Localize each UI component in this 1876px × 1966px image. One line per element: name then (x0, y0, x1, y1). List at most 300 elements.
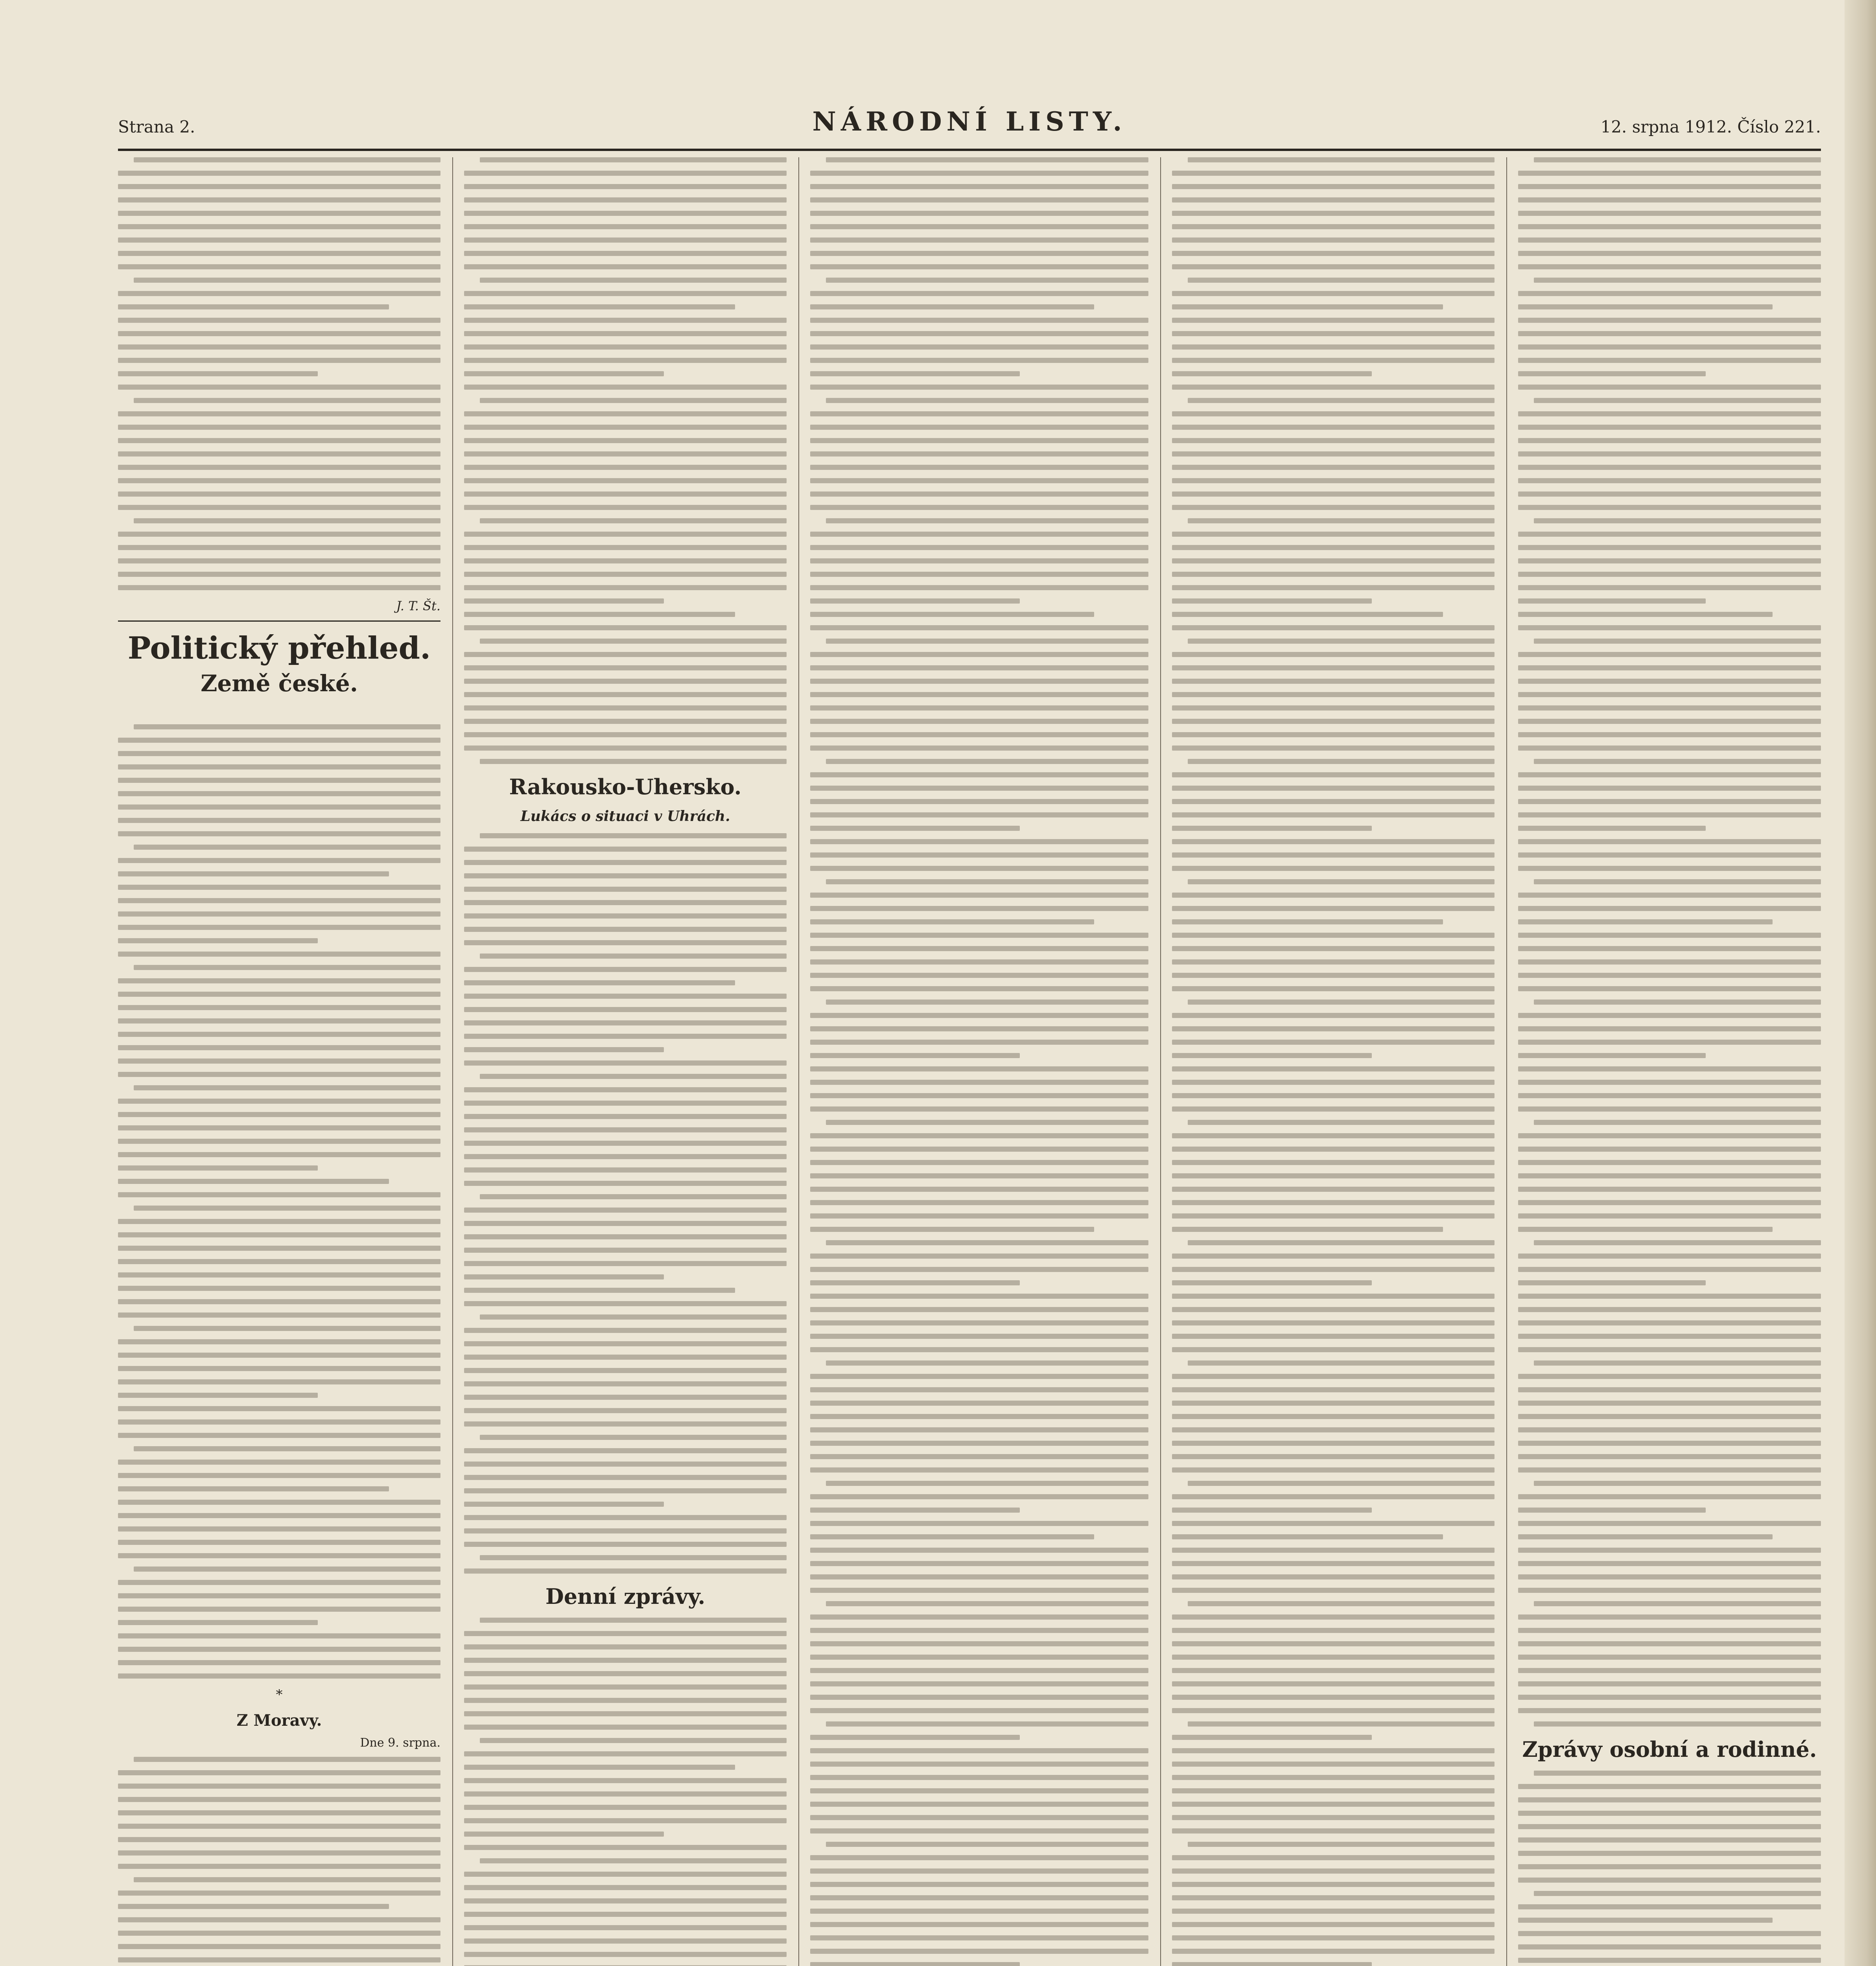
text-line (118, 1904, 389, 1909)
text-line (480, 1314, 787, 1320)
text-line (826, 1842, 1148, 1847)
text-line (464, 1221, 787, 1226)
text-line (134, 1206, 440, 1211)
text-line (118, 925, 440, 930)
text-line (1188, 1240, 1495, 1245)
text-line (1172, 385, 1495, 390)
text-line (810, 304, 1094, 309)
text-line (464, 1274, 664, 1279)
text-line (1518, 1918, 1773, 1923)
text-line (826, 1721, 1148, 1727)
text-line (464, 465, 787, 470)
text-line (810, 1294, 1148, 1299)
text-line (464, 1355, 787, 1360)
text-line (464, 1671, 787, 1676)
text-line (464, 545, 787, 550)
masthead-rule (118, 149, 1821, 151)
text-line (1518, 1668, 1821, 1673)
text-line (1518, 959, 1821, 965)
text-line (464, 1885, 787, 1890)
text-line (810, 211, 1148, 216)
text-line (1518, 1254, 1821, 1259)
text-line (1172, 1935, 1495, 1940)
text-line (118, 898, 440, 903)
text-line (1518, 1053, 1706, 1058)
text-line (118, 871, 389, 876)
text-line (1172, 505, 1495, 510)
text-line (464, 585, 787, 590)
text-line (1188, 879, 1495, 884)
text-line (1172, 1762, 1495, 1767)
text-line (1172, 746, 1495, 751)
text-line (464, 1234, 787, 1239)
text-line (1518, 411, 1821, 416)
text-line (1518, 1374, 1821, 1379)
text-line (1518, 866, 1821, 871)
text-line (1172, 572, 1495, 577)
text-line (118, 1957, 440, 1962)
text-line (118, 1299, 440, 1304)
text-line (118, 978, 440, 983)
text-line (118, 385, 440, 390)
text-line (464, 1462, 787, 1467)
text-line (464, 927, 787, 932)
text-line (1518, 1213, 1821, 1219)
text-line (464, 705, 787, 711)
text-line (810, 1227, 1094, 1232)
text-line (464, 291, 787, 296)
text-line (1172, 1508, 1372, 1513)
text-line (1172, 1200, 1495, 1205)
text-line (1518, 732, 1821, 737)
column-divider (1160, 157, 1161, 1966)
text-line (118, 1152, 440, 1157)
text-line (1172, 1748, 1495, 1753)
text-line (464, 1448, 787, 1453)
text-line (464, 197, 787, 202)
text-line (464, 1684, 787, 1690)
text-line (1534, 1601, 1821, 1606)
text-line (810, 224, 1148, 229)
text-line (118, 858, 440, 863)
text-line (1518, 906, 1821, 911)
text-line (826, 1240, 1148, 1245)
text-line (1518, 652, 1821, 657)
text-line (464, 1208, 787, 1213)
text-line (1172, 585, 1495, 590)
column-1-text-bottom (118, 1757, 440, 1966)
text-line (1518, 1280, 1706, 1285)
column-2-text-middle (464, 833, 787, 1574)
text-line (118, 1339, 440, 1344)
column-1 (118, 157, 440, 1966)
column-4-text (1172, 157, 1495, 1966)
text-line (1518, 545, 1821, 550)
text-line (1172, 1401, 1495, 1406)
text-line (1518, 304, 1773, 309)
text-line (464, 1644, 787, 1649)
text-line (1518, 1784, 1821, 1789)
text-line (1518, 478, 1821, 483)
text-line (118, 505, 440, 510)
text-line (1172, 1855, 1495, 1860)
text-line (810, 425, 1148, 430)
text-line (464, 264, 787, 269)
text-line (1172, 1227, 1443, 1232)
text-line (1172, 1681, 1495, 1686)
text-line (1518, 1944, 1821, 1949)
text-line (1534, 278, 1821, 283)
text-line (810, 612, 1094, 617)
text-line (1518, 799, 1821, 804)
text-line (810, 1909, 1148, 1914)
text-line (118, 818, 440, 823)
text-line (464, 344, 787, 350)
text-line (1188, 639, 1495, 644)
text-line (810, 1708, 1148, 1713)
text-line (464, 1818, 787, 1823)
column-5-text-middle (1518, 1771, 1821, 1966)
text-line (810, 1882, 1148, 1887)
text-line (464, 1832, 664, 1837)
text-line (118, 171, 440, 176)
column-divider (1506, 157, 1507, 1966)
text-line (810, 1080, 1148, 1085)
text-line (118, 304, 389, 309)
text-line (464, 1408, 787, 1413)
text-line (1172, 478, 1495, 483)
text-line (1518, 719, 1821, 724)
text-line (1188, 398, 1495, 403)
text-line (464, 873, 787, 878)
text-line (810, 1788, 1148, 1793)
text-line (118, 291, 440, 296)
text-line (1172, 1708, 1495, 1713)
text-line (1172, 291, 1495, 296)
text-line (464, 171, 787, 176)
text-line (1518, 1454, 1821, 1459)
text-line (1172, 1588, 1495, 1593)
heading-zeme-ceske: Země české. (201, 670, 358, 697)
text-line (118, 1784, 440, 1789)
text-line (480, 954, 787, 959)
text-line (464, 1368, 787, 1373)
text-line (1518, 1824, 1821, 1829)
text-line (1534, 157, 1821, 162)
text-line (464, 1288, 735, 1293)
text-line (1172, 331, 1495, 336)
text-line (1518, 558, 1821, 563)
text-line (810, 1668, 1148, 1673)
text-line (810, 318, 1148, 323)
column-3 (810, 157, 1148, 1966)
text-line (464, 598, 664, 604)
text-line (118, 1058, 440, 1064)
text-line (1518, 358, 1821, 363)
text-line (1172, 411, 1495, 416)
text-line (1172, 1802, 1495, 1807)
subheading-lukacs: Lukács o situaci v Uhrách. (520, 808, 730, 825)
text-line (1172, 692, 1495, 697)
text-line (1518, 1347, 1821, 1352)
text-line (118, 1473, 440, 1478)
page-binding-edge (1845, 0, 1876, 1966)
text-line (1518, 385, 1821, 390)
text-line (1172, 1427, 1495, 1432)
text-line (810, 251, 1148, 256)
text-line (1172, 451, 1495, 457)
text-line (134, 724, 440, 729)
text-line (826, 1120, 1148, 1125)
text-line (1172, 1815, 1495, 1820)
text-line (1172, 1040, 1495, 1045)
text-line (118, 1272, 440, 1278)
column-1-text-top (118, 157, 440, 590)
heading-rakousko-uhersko: Rakousko-Uhersko. (509, 774, 742, 799)
text-line (464, 572, 787, 577)
text-line (1172, 1280, 1372, 1285)
text-line (810, 933, 1148, 938)
text-line (810, 1614, 1148, 1620)
text-line (810, 1962, 1020, 1966)
text-line (1518, 919, 1773, 924)
text-line (1518, 1561, 1821, 1566)
text-line (1172, 1788, 1495, 1793)
text-line (464, 1167, 787, 1173)
text-line (134, 1877, 440, 1882)
text-line (1188, 1000, 1495, 1005)
text-line (464, 692, 787, 697)
text-line (1518, 1307, 1821, 1312)
text-line (1518, 665, 1821, 670)
text-line (810, 959, 1148, 965)
text-line (810, 1147, 1148, 1152)
text-line (1172, 665, 1495, 670)
text-line (134, 157, 440, 162)
text-line (826, 278, 1148, 283)
text-line (118, 371, 318, 376)
text-line (464, 451, 787, 457)
text-line (810, 906, 1148, 911)
text-line (464, 1725, 787, 1730)
text-line (464, 1127, 787, 1132)
text-line (1518, 1427, 1821, 1432)
text-line (810, 1334, 1148, 1339)
text-line (1172, 1909, 1495, 1914)
heading-zpravy-osobni: Zprávy osobní a rodinné. (1522, 1737, 1817, 1762)
text-line (480, 639, 787, 644)
text-line (810, 1588, 1148, 1593)
text-line (1534, 518, 1821, 523)
text-line (810, 1641, 1148, 1646)
text-line (134, 1757, 440, 1762)
text-line (464, 1488, 787, 1493)
text-line (810, 1066, 1148, 1071)
text-line (1172, 1066, 1495, 1071)
text-line (810, 492, 1148, 497)
text-line (1518, 532, 1821, 537)
text-line (1518, 1294, 1821, 1299)
text-line (464, 1020, 787, 1025)
text-line (464, 184, 787, 189)
text-line (464, 1475, 787, 1480)
text-line (1172, 1441, 1495, 1446)
text-line (118, 438, 440, 443)
text-line (810, 331, 1148, 336)
text-line (464, 1261, 787, 1266)
text-line (1172, 679, 1495, 684)
text-line (1534, 639, 1821, 644)
text-line (1172, 1735, 1372, 1740)
column-divider (452, 157, 453, 1966)
text-line (118, 992, 440, 997)
text-line (1172, 532, 1495, 537)
text-line (1518, 946, 1821, 951)
text-line (480, 1074, 787, 1079)
text-line (1518, 585, 1821, 590)
text-line (464, 1528, 787, 1533)
text-line (1518, 1851, 1821, 1856)
text-line (826, 879, 1148, 884)
text-line (118, 451, 440, 457)
text-line (1172, 1775, 1495, 1780)
text-line (810, 478, 1148, 483)
text-line (1518, 1681, 1821, 1686)
text-line (1518, 211, 1821, 216)
text-line (1172, 612, 1443, 617)
text-line (810, 1762, 1148, 1767)
issue-date: 12. srpna 1912. Číslo 221. (1600, 117, 1821, 136)
text-line (1172, 1561, 1495, 1566)
text-line (464, 1542, 787, 1547)
text-line (480, 1555, 787, 1560)
text-line (118, 751, 440, 756)
text-line (480, 398, 787, 403)
text-line (1172, 866, 1495, 871)
text-line (1172, 1467, 1495, 1473)
text-line (1172, 719, 1495, 724)
text-line (464, 1395, 787, 1400)
text-line (480, 759, 787, 764)
text-line (810, 558, 1148, 563)
text-line (1188, 1842, 1495, 1847)
text-line (118, 1460, 440, 1465)
text-line (810, 385, 1148, 390)
text-line (1172, 1828, 1495, 1833)
text-line (118, 1917, 440, 1922)
text-line (1534, 879, 1821, 884)
text-line (118, 1125, 440, 1130)
text-line (118, 425, 440, 430)
text-line (480, 278, 787, 283)
text-line (118, 1673, 440, 1679)
text-line (1172, 371, 1372, 376)
text-line (118, 1246, 440, 1251)
text-line (1518, 291, 1821, 296)
text-line (810, 1735, 1020, 1740)
text-line (1172, 919, 1443, 924)
text-line (1518, 893, 1821, 898)
section-rule (118, 620, 440, 622)
text-line (810, 1534, 1094, 1539)
text-line (480, 1194, 787, 1199)
text-line (1172, 973, 1495, 978)
text-line (480, 157, 787, 162)
text-line (1172, 1668, 1495, 1673)
text-line (480, 1858, 787, 1863)
text-line (118, 264, 440, 269)
text-line (118, 1607, 440, 1612)
text-line (810, 1574, 1148, 1579)
text-line (464, 1658, 787, 1663)
text-line (1518, 1106, 1821, 1112)
text-line (1534, 1891, 1821, 1896)
text-line (464, 1925, 787, 1930)
text-line (1518, 184, 1821, 189)
text-line (1518, 1574, 1821, 1579)
text-line (464, 1248, 787, 1253)
text-line (826, 759, 1148, 764)
text-line (810, 1267, 1148, 1272)
text-line (810, 184, 1148, 189)
text-line (810, 1013, 1148, 1018)
column-5-text-top (1518, 157, 1821, 1727)
text-line (464, 358, 787, 363)
text-line (464, 1502, 664, 1507)
text-line (810, 438, 1148, 443)
text-line (1172, 946, 1495, 951)
text-line (480, 1435, 787, 1440)
text-line (1518, 1588, 1821, 1593)
text-line (810, 1868, 1148, 1874)
text-line (118, 764, 440, 769)
text-line (1518, 425, 1821, 430)
text-line (1518, 1080, 1821, 1085)
text-line (810, 719, 1148, 724)
text-line (1172, 1895, 1495, 1900)
text-line (1518, 197, 1821, 202)
text-line (826, 157, 1148, 162)
text-line (1172, 893, 1495, 898)
text-line (118, 911, 440, 917)
text-line (1172, 1548, 1495, 1553)
text-line (118, 1633, 440, 1638)
text-line (118, 804, 440, 810)
text-line (810, 1307, 1148, 1312)
text-line (464, 304, 735, 309)
text-line (464, 251, 787, 256)
text-line (464, 1791, 787, 1797)
text-line (464, 860, 787, 865)
text-line (1518, 933, 1821, 938)
text-line (1518, 1414, 1821, 1419)
text-line (118, 1810, 440, 1815)
subheading (118, 699, 440, 716)
text-line (1188, 518, 1495, 523)
text-line (1172, 1307, 1495, 1312)
text-line (810, 1655, 1148, 1660)
text-line (810, 1521, 1148, 1526)
text-line (464, 1087, 787, 1092)
text-line (464, 371, 664, 376)
text-line (1172, 1160, 1495, 1165)
text-line (464, 1341, 787, 1346)
text-line (1518, 1958, 1821, 1963)
text-line (118, 1540, 440, 1545)
text-line (118, 1931, 440, 1936)
text-line (1172, 1922, 1495, 1927)
column-2-text-bottom (464, 1618, 787, 1966)
